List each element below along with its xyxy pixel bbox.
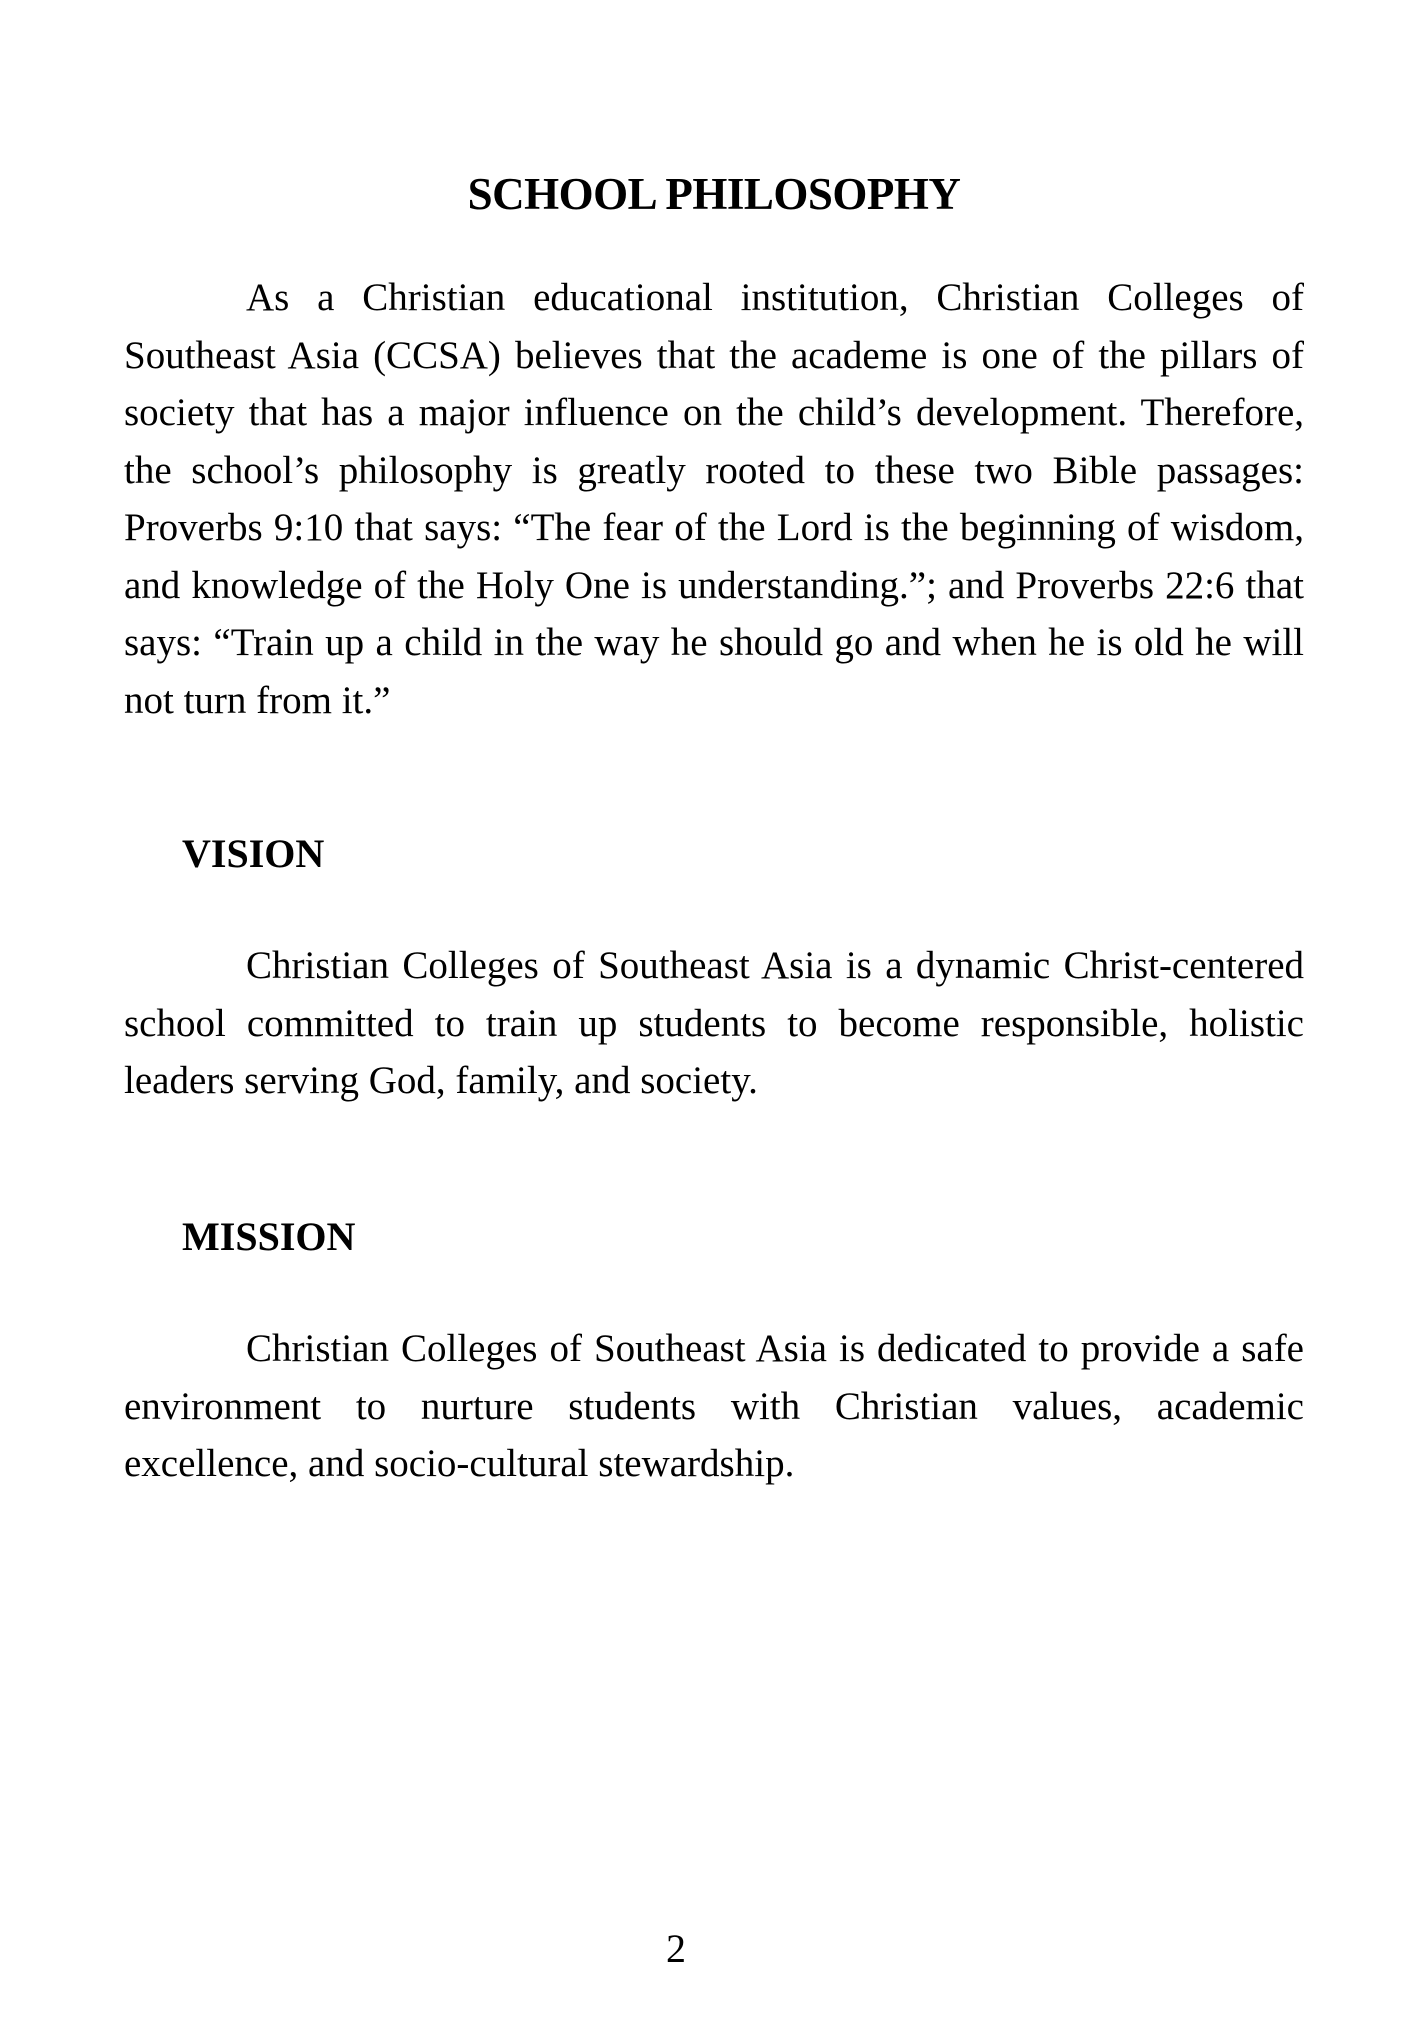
paragraph-line: Proverbs 9:10 that says: “The fear of the Lord is the beginning of wisdom,: [124, 506, 1304, 549]
page-title: SCHOOL PHILOSOPHY: [467, 169, 961, 219]
paragraph-line: leaders serving God, family, and society.: [124, 1059, 758, 1102]
paragraph-line: excellence, and socio-cultural stewardship.: [124, 1442, 795, 1485]
paragraph-line: Christian Colleges of Southeast Asia is dedicated to provide a safe: [246, 1327, 1304, 1370]
paragraph-line: school committed to train up students to become responsible, holistic: [124, 1001, 1304, 1045]
paragraph-line: environment to nurture students with Christian values, academic: [124, 1384, 1304, 1428]
mission-heading: MISSION: [182, 1214, 356, 1259]
philosophy-paragraph: [124, 269, 1304, 729]
paragraph-line: the school’s philosophy is greatly rooted to these two Bible passages:: [124, 448, 1304, 492]
mission-paragraph: [124, 1320, 1304, 1493]
page-number: 2: [666, 1926, 686, 1971]
paragraph-line: not turn from it.”: [124, 678, 391, 722]
paragraph-line: and knowledge of the Holy One is understanding.”; and Proverbs 22:6 that: [124, 563, 1304, 607]
vision-paragraph: [124, 937, 1304, 1110]
paragraph-line: Southeast Asia (CCSA) believes that the academe is one of the pillars of: [124, 333, 1304, 377]
paragraph-line: Christian Colleges of Southeast Asia is a dynamic Christ-centered: [246, 944, 1304, 987]
paragraph-line: As a Christian educational institution, Christian Colleges of: [246, 276, 1304, 319]
paragraph-line: society that has a major influence on the child’s development. Therefore,: [124, 391, 1304, 434]
vision-heading: VISION: [182, 831, 325, 876]
paragraph-line: says: “Train up a child in the way he should go and when he is old he will: [124, 621, 1304, 664]
